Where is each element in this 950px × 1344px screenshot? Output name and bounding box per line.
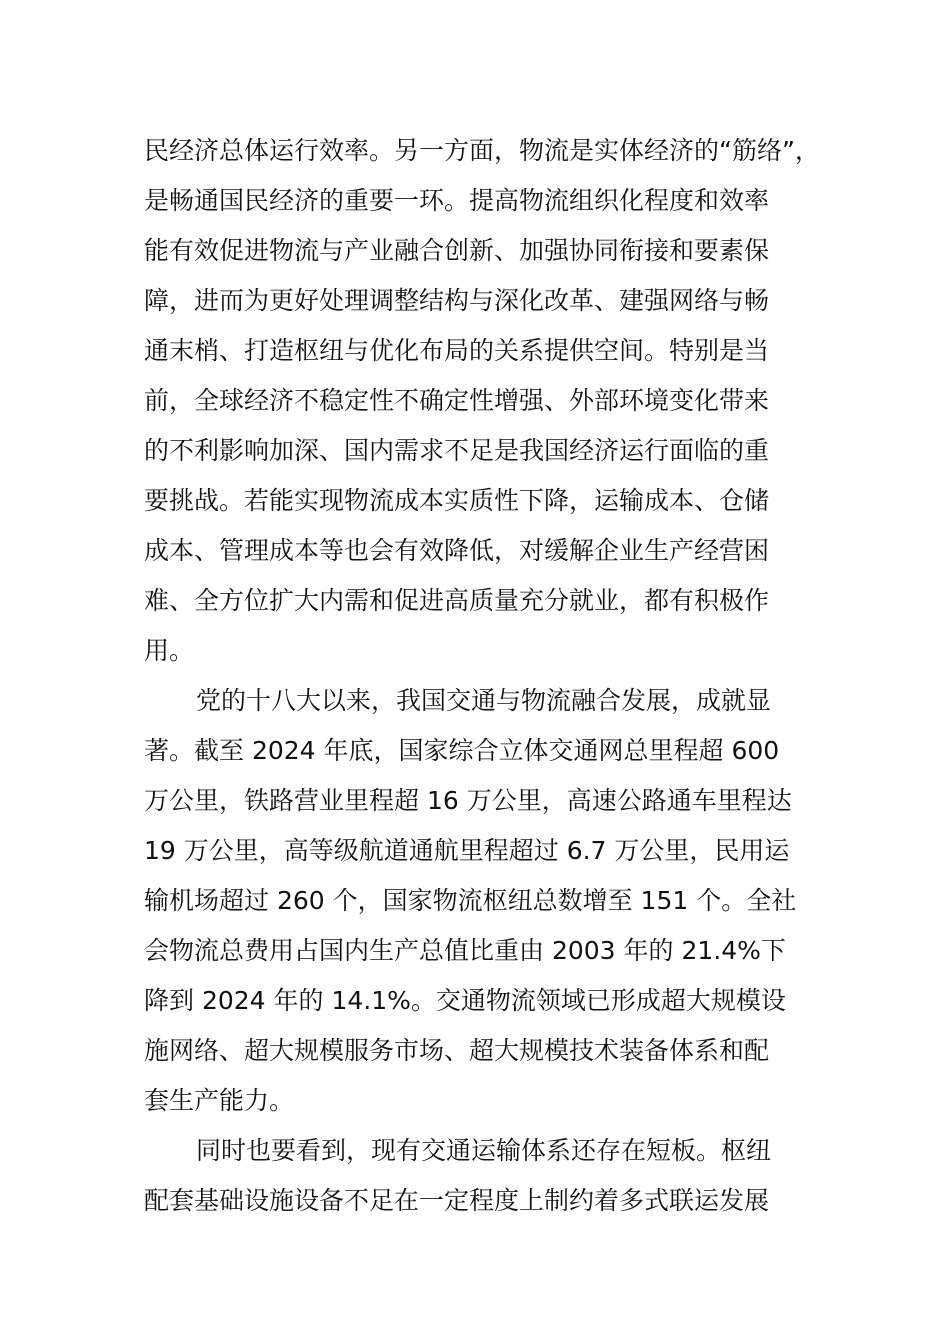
text-line: 19 万公里，高等级航道通航里程超过 6.7 万公里，民用运 xyxy=(144,836,790,865)
paragraph-first-line: 党的十八大以来，我国交通与物流融合发展，成就显 xyxy=(196,686,772,715)
text-line: 施网络、超大规模服务市场、超大规模技术装备体系和配 xyxy=(144,1036,770,1065)
text-line: 难、全方位扩大内需和促进高质量充分就业，都有积极作 xyxy=(144,586,770,615)
text-line: 通末梢、打造枢纽与优化布局的关系提供空间。特别是当 xyxy=(144,336,770,365)
text-line: 用。 xyxy=(144,636,195,665)
text-line: 前，全球经济不稳定性不确定性增强、外部环境变化带来 xyxy=(144,386,770,415)
text-line: 要挑战。若能实现物流成本实质性下降，运输成本、仓储 xyxy=(144,486,770,515)
text-line: 配套基础设施设备不足在一定程度上制约着多式联运发展 xyxy=(144,1186,770,1215)
text-line: 民经济总体运行效率。另一方面，物流是实体经济的“筋络”， xyxy=(144,136,820,165)
text-line: 著。截至 2024 年底，国家综合立体交通网总里程超 600 xyxy=(144,736,780,765)
article-body xyxy=(144,126,820,1226)
text-line: 会物流总费用占国内生产总值比重由 2003 年的 21.4%下 xyxy=(144,936,786,965)
paragraph-first-line: 同时也要看到，现有交通运输体系还存在短板。枢纽 xyxy=(196,1136,772,1165)
text-line: 输机场超过 260 个，国家物流枢纽总数增至 151 个。全社 xyxy=(144,886,797,915)
text-line: 的不利影响加深、国内需求不足是我国经济运行面临的重 xyxy=(144,436,770,465)
text-line: 成本、管理成本等也会有效降低，对缓解企业生产经营困 xyxy=(144,536,770,565)
text-line: 套生产能力。 xyxy=(144,1086,295,1115)
text-line: 万公里，铁路营业里程超 16 万公里，高速公路通车里程达 xyxy=(144,786,792,815)
text-line: 是畅通国民经济的重要一环。提高物流组织化程度和效率 xyxy=(144,186,770,215)
text-line: 降到 2024 年的 14.1%。交通物流领域已形成超大规模设 xyxy=(144,986,786,1015)
text-line: 能有效促进物流与产业融合创新、加强协同衔接和要素保 xyxy=(144,236,770,265)
text-line: 障，进而为更好处理调整结构与深化改革、建强网络与畅 xyxy=(144,286,770,315)
